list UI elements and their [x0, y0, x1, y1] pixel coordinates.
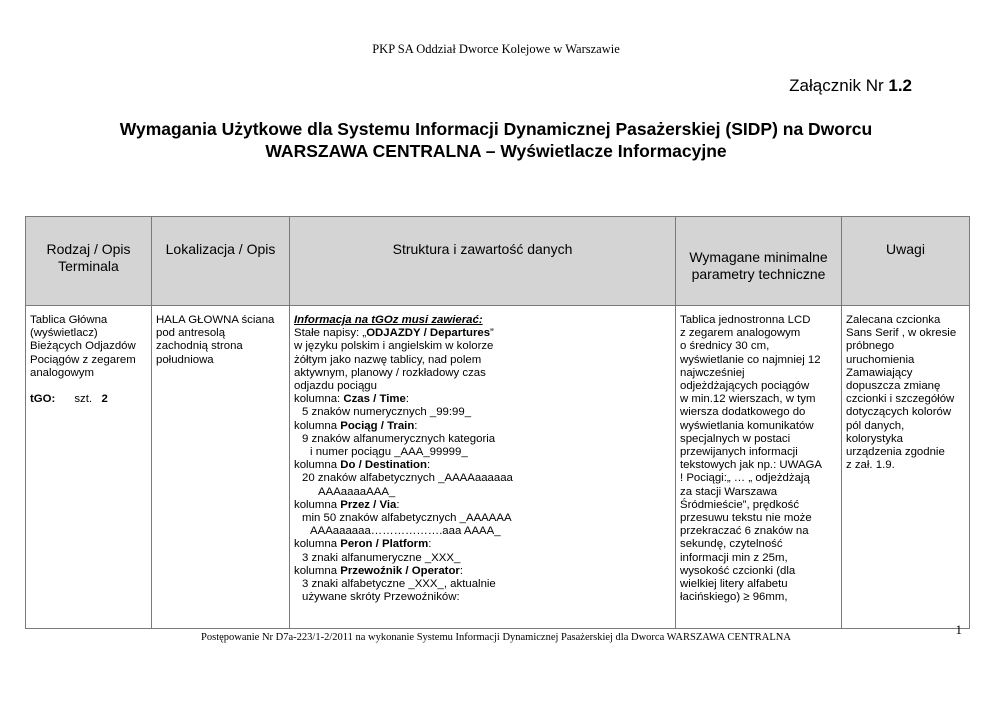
structure-line: min 50 znaków alfabetycznych _AAAAAA [302, 512, 512, 525]
terminal-line: Tablica Główna [30, 314, 108, 326]
requirements-table [25, 216, 970, 629]
terminal-qty: 2 [101, 393, 108, 406]
remarks-line: Zamawiający [846, 366, 913, 379]
technical-line: odjeżdżających pociągów [680, 380, 810, 393]
technical-line: wyświetlanie co najmniej 12 [680, 353, 821, 366]
annex-number: 1.2 [888, 76, 912, 95]
structure-line: AAAaaaaaa……………….aaa AAAA_ [310, 525, 501, 538]
terminal-line: (wyświetlacz) [30, 327, 98, 340]
structure-line: odjazdu pociągu [294, 380, 377, 393]
header-remarks [842, 217, 970, 306]
document-title [40, 118, 952, 162]
header-technical-params-line1: Wymagane minimalne [689, 249, 828, 265]
structure-text: ” [490, 327, 494, 340]
cell-remarks [842, 306, 970, 629]
header-data-structure-text: Struktura i zawartość danych [392, 241, 573, 257]
technical-line: z zegarem analogowym [680, 327, 801, 340]
structure-column-operator [294, 565, 671, 578]
remarks-line: próbnego [846, 340, 895, 353]
cell-terminal-type [26, 306, 152, 629]
page-number: 1 [955, 622, 962, 637]
technical-line: przesuwu tekstu nie może [680, 512, 812, 525]
location-line: pod antresolą [156, 327, 226, 340]
cell-data-structure [290, 306, 676, 629]
technical-line: wiersza dodatkowego do [680, 406, 806, 419]
structure-text: : [459, 564, 464, 577]
structure-line: w języku polskim i angielskim w kolorze [294, 340, 494, 353]
title-line-1: Wymagania Użytkowe dla Systemu Informacji Dynamicznej Pasażerskiej (SIDP) na Dworcu [119, 119, 873, 139]
header-location-text: Lokalizacja / Opis [165, 241, 276, 257]
header-terminal-type-line1: Rodzaj / Opis [46, 241, 131, 257]
technical-line: tekstowych jak np.: UWAGA [680, 459, 823, 472]
structure-line [294, 327, 671, 340]
structure-text: kolumna [294, 459, 341, 472]
header-technical-params-line2: parametry techniczne [691, 266, 826, 282]
terminal-line: Bieżących Odjazdów [30, 340, 136, 353]
technical-line: specjalnych w postaci [680, 432, 791, 445]
technical-line: za stacji Warszawa [680, 485, 778, 498]
remarks-line: urządzenia zgodnie [846, 446, 945, 459]
structure-text: kolumna [294, 538, 341, 551]
technical-line: przekraczać 6 znaków na [680, 525, 809, 538]
cell-location [152, 306, 290, 629]
structure-column-destination [294, 459, 671, 472]
technical-line: Śródmieście”, prędkość [680, 498, 800, 511]
technical-line: najwcześniej [680, 366, 745, 379]
remarks-line: dopuszcza zmianę [846, 380, 941, 393]
remarks-line: z zał. 1.9. [846, 459, 895, 472]
structure-heading: Informacja na tGOz musi zawierać: [294, 314, 483, 326]
structure-line: żółtym jako nazwę tablicy, nad polem [294, 353, 482, 366]
structure-line: 20 znaków alfabetycznych _AAAAaaaaaa [302, 472, 513, 485]
technical-line: ! Pociągi:„ … „ odjeżdżają [680, 472, 810, 485]
structure-text: Stałe napisy: „ [294, 327, 367, 340]
technical-line: sekundę, czytelność [680, 538, 783, 551]
structure-line: 3 znaki alfanumeryczne _XXX_ [302, 551, 461, 564]
terminal-code-qty [30, 393, 147, 406]
terminal-line: analogowym [30, 366, 94, 379]
technical-line: Tablica jednostronna LCD [680, 314, 811, 326]
header-technical-params [676, 217, 842, 306]
structure-column-name: Peron / Platform [340, 538, 429, 551]
header-terminal-type [26, 217, 152, 306]
header-remarks-text: Uwagi [886, 241, 925, 257]
structure-line: 9 znaków alfanumerycznych kategoria [302, 432, 496, 445]
header-data-structure [290, 217, 676, 306]
document-footer: Postępowanie Nr D7a-223/1-2/2011 na wykonanie Systemu Informacji Dynamicznej Pasażerskiej dla Dworca WARSZAWA CENTRALNA [201, 632, 791, 643]
table-header-row [26, 217, 970, 306]
location-line: HALA GŁOWNA ściana [156, 314, 275, 326]
terminal-code: tGO: [30, 393, 56, 406]
cell-technical-params [676, 306, 842, 629]
structure-line: i numer pociągu _AAA_99999_ [310, 446, 468, 459]
structure-column-time [294, 393, 671, 406]
remarks-line: dotyczących kolorów [846, 406, 952, 419]
location-line: południowa [156, 353, 214, 366]
structure-column-train [294, 420, 671, 433]
remarks-line: pól danych, [846, 419, 905, 432]
title-line-2: WARSZAWA CENTRALNA – Wyświetlacze Informacyjne [265, 141, 727, 161]
technical-line: w min.12 wierszach, w tym [680, 393, 816, 406]
terminal-qty-label: szt. [74, 393, 93, 406]
technical-line: o średnicy 30 cm, [680, 340, 770, 353]
technical-line: przewijanych informacji [680, 446, 798, 459]
technical-line: wielkiej litery alfabetu [680, 578, 788, 591]
table-row [26, 306, 970, 629]
structure-fixed-label: ODJAZDY / Departures [366, 327, 491, 340]
structure-column-platform [294, 538, 671, 551]
structure-column-name: Czas / Time [343, 393, 406, 406]
remarks-line: kolorystyka [846, 432, 903, 445]
structure-column-name: Przez / Via [340, 498, 397, 511]
annex-prefix: Załącznik Nr [789, 76, 889, 95]
structure-text: : [396, 498, 400, 511]
remarks-line: Sans Serif , w okresie [846, 327, 957, 340]
technical-line: wysokość czcionki (dla [680, 564, 796, 577]
structure-line: AAAaaaaAAA_ [318, 485, 396, 498]
remarks-line: czcionki i szczegółów [846, 393, 955, 406]
structure-text: : [405, 393, 410, 406]
structure-text: kolumna [294, 498, 341, 511]
terminal-line: Pociągów z zegarem [30, 353, 136, 366]
structure-text: kolumna [294, 564, 341, 577]
structure-column-name: Pociąg / Train [340, 419, 415, 432]
technical-line: łacińskiego) ≥ 96mm, [680, 591, 788, 604]
document-header: PKP SA Oddział Dworce Kolejowe w Warszawie [372, 42, 620, 56]
location-line: zachodnią strona [156, 340, 243, 353]
remarks-line: uruchomienia [846, 353, 915, 366]
technical-line: informacji min z 25m, [680, 551, 788, 564]
structure-column-name: Przewoźnik / Operator [340, 564, 460, 577]
structure-column-via [294, 499, 671, 512]
annex-label [789, 76, 912, 96]
technical-line: wyświetlania komunikatów [680, 419, 814, 432]
structure-line: aktywnym, planowy / rozkładowy czas [294, 366, 486, 379]
structure-column-name: Do / Destination [340, 459, 427, 472]
structure-line: 5 znaków numerycznych _99:99_ [302, 406, 472, 419]
structure-line: 3 znaki alfabetyczne _XXX_, aktualnie [302, 578, 496, 591]
header-location [152, 217, 290, 306]
structure-text: kolumna [294, 419, 341, 432]
structure-text: : [428, 538, 432, 551]
structure-text: : [426, 459, 431, 472]
structure-text: kolumna: [294, 393, 344, 406]
structure-line: używane skróty Przewoźników: [302, 591, 460, 604]
structure-text: : [414, 419, 418, 432]
header-terminal-type-line2: Terminala [58, 258, 119, 274]
remarks-line: Zalecana czcionka [846, 314, 941, 326]
